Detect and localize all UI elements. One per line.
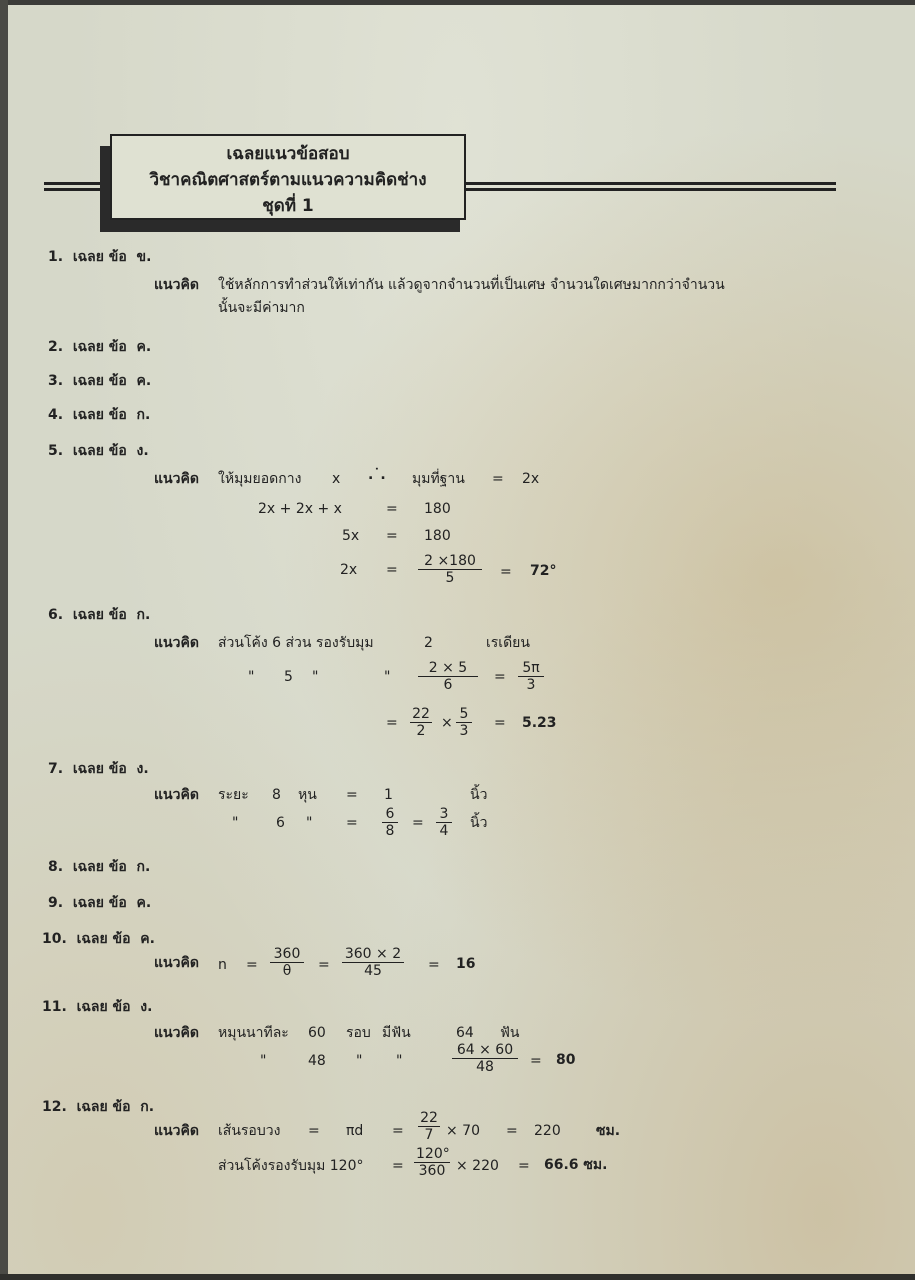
numerator: 6: [382, 806, 398, 823]
q5-base-value: 2x: [522, 471, 540, 487]
ditto-mark: ": [384, 669, 391, 685]
title-rule-right: [466, 182, 836, 185]
page-edge-bottom: [0, 1274, 915, 1280]
therefore-symbol: .˙.: [368, 467, 386, 483]
answer-row-4: [48, 406, 150, 424]
concept-label: แนวคิด: [154, 635, 199, 651]
q11-sixtyfour: 64: [456, 1025, 474, 1041]
fraction-22-over-7: [418, 1110, 440, 1143]
denominator: 3: [459, 723, 469, 739]
answer-row-5: [48, 442, 149, 460]
q5-row1-lhs: 2x + 2x + x: [258, 501, 342, 517]
denominator: 8: [385, 823, 395, 839]
q12-pi-d: πd: [346, 1123, 364, 1139]
concept-label: แนวคิด: [154, 277, 199, 293]
answer-choice: ก.: [136, 607, 151, 623]
q12-result: 66.6 ซม.: [544, 1157, 608, 1173]
answer-number: 12.: [42, 1099, 67, 1115]
title-line-2: วิชาคณิตศาสตร์ตามแนวความคิดช่าง: [149, 170, 427, 190]
fraction-120-over-360: [414, 1146, 450, 1179]
fraction-64x60-over-48: [452, 1042, 518, 1075]
ditto-mark: ": [260, 1053, 267, 1069]
answer-number: 6.: [48, 607, 64, 623]
numerator: 120°: [416, 1146, 450, 1162]
answer-number: 1.: [48, 249, 64, 265]
q11-rob: รอบ: [346, 1025, 371, 1041]
denominator: 7: [424, 1127, 434, 1143]
q11-teeth: ฟัน: [500, 1025, 520, 1041]
numerator: 2 × 5: [418, 660, 478, 677]
equals-sign: =: [412, 815, 424, 831]
answer-choice: ก.: [140, 1099, 155, 1115]
q12-times-70: × 70: [446, 1123, 480, 1139]
answer-choice: ก.: [136, 859, 151, 875]
denominator: 3: [526, 677, 536, 693]
equals-sign: =: [494, 715, 506, 731]
equals-sign: =: [346, 815, 358, 831]
answer-row-9: [48, 894, 151, 912]
q5-x: x: [332, 471, 341, 487]
title-box: [110, 134, 466, 220]
equals-sign: =: [386, 715, 398, 731]
answer-number: 3.: [48, 373, 64, 389]
denominator: 6: [443, 677, 453, 693]
answer-row-3: [48, 372, 151, 390]
q7-six: 6: [276, 815, 285, 831]
q5-row2-rhs: 180: [424, 528, 451, 544]
q7-distance: ระยะ: [218, 787, 249, 803]
answer-number: 2.: [48, 339, 64, 355]
answer-row-12: [42, 1098, 154, 1116]
numerator: 5: [456, 706, 472, 723]
denominator: 4: [439, 823, 449, 839]
equals-sign: =: [346, 787, 358, 803]
q5-row3-lhs: 2x: [340, 562, 358, 578]
equals-sign: =: [428, 957, 440, 973]
equals-sign: =: [506, 1123, 518, 1139]
q6-two: 2: [424, 635, 433, 651]
equals-sign: =: [392, 1123, 404, 1139]
answer-label: เฉลย ข้อ: [72, 373, 127, 389]
concept-label: แนวคิด: [154, 471, 199, 487]
q12-arc-text: ส่วนโค้งรองรับมุม 120°: [218, 1158, 364, 1174]
q12-value: 220: [534, 1123, 561, 1139]
page-edge-top: [0, 0, 915, 5]
answer-choice: ค.: [140, 931, 155, 947]
fraction-2x5-over-6: [418, 660, 478, 693]
numerator: 360 × 2: [342, 946, 404, 963]
answer-number: 4.: [48, 407, 64, 423]
denominator: 360: [418, 1163, 446, 1179]
equals-sign: =: [494, 669, 506, 685]
answer-number: 10.: [42, 931, 67, 947]
q11-fortyeight: 48: [308, 1053, 326, 1069]
title-rule-right-2: [466, 188, 836, 191]
ditto-mark: ": [396, 1053, 403, 1069]
denominator: θ: [282, 963, 292, 979]
fraction-720-over-45: [342, 946, 404, 979]
answer-choice: ง.: [136, 761, 149, 777]
answer-row-7: [48, 760, 149, 778]
ditto-mark: ": [356, 1053, 363, 1069]
answer-number: 11.: [42, 999, 67, 1015]
answer-label: เฉลย ข้อ: [76, 931, 131, 947]
fraction-22-over-2: [410, 706, 432, 739]
numerator: 22: [410, 706, 432, 723]
equals-sign: =: [492, 471, 504, 487]
fraction-3-over-4: [436, 806, 452, 839]
answer-number: 9.: [48, 895, 64, 911]
q5-result: 72°: [530, 563, 557, 579]
numerator: 360: [270, 946, 304, 963]
concept-label: แนวคิด: [154, 787, 199, 803]
numerator: 3: [436, 806, 452, 823]
q5-row1-rhs: 180: [424, 501, 451, 517]
numerator: 5π: [518, 660, 544, 677]
q12-times-220: × 220: [456, 1158, 499, 1174]
q6-five: 5: [284, 669, 293, 685]
fraction-6-over-8: [382, 806, 398, 839]
numerator: 64 × 60: [452, 1042, 518, 1059]
answer-row-6: [48, 606, 150, 624]
q6-result: 5.23: [522, 715, 557, 731]
answer-choice: ค.: [136, 373, 152, 389]
q5-base-angle: มุมที่ฐาน: [412, 471, 465, 487]
answer-row-8: [48, 858, 150, 876]
answer-label: เฉลย ข้อ: [72, 339, 127, 355]
q7-one: 1: [384, 787, 393, 803]
answer-choice: ค.: [136, 895, 152, 911]
q11-result: 80: [556, 1052, 576, 1068]
answer-choice: ง.: [140, 999, 153, 1015]
answer-choice: ง.: [136, 443, 149, 459]
answer-row-1: [48, 248, 151, 266]
answer-label: เฉลย ข้อ: [72, 761, 127, 777]
q7-eight: 8: [272, 787, 281, 803]
q7-hun: หุน: [298, 787, 317, 803]
answer-label: เฉลย ข้อ: [72, 607, 127, 623]
equals-sign: =: [500, 564, 512, 580]
q5-text: ให้มุมยอดกาง: [218, 471, 302, 487]
answer-label: เฉลย ข้อ: [76, 999, 131, 1015]
q1-concept-line2: นั้นจะมีค่ามาก: [218, 300, 305, 316]
answer-number: 5.: [48, 443, 64, 459]
answer-row-10: [42, 930, 155, 948]
equals-sign: =: [308, 1123, 320, 1139]
answer-label: เฉลย ข้อ: [72, 895, 127, 911]
fraction-5pi-over-3: [518, 660, 544, 693]
equals-sign: =: [386, 528, 398, 544]
concept-label: แนวคิด: [154, 1025, 199, 1041]
q10-result: 16: [456, 956, 476, 972]
equals-sign: =: [392, 1158, 404, 1174]
answer-label: เฉลย ข้อ: [76, 1099, 131, 1115]
fraction-5-over-3: [456, 706, 472, 739]
numerator: 2 ×180: [418, 553, 482, 570]
answer-label: เฉลย ข้อ: [72, 443, 127, 459]
numerator: 22: [418, 1110, 440, 1127]
page-edge-left: [0, 0, 8, 1280]
times-sign: ×: [441, 715, 453, 731]
q10-n: n: [218, 957, 227, 973]
answer-row-2: [48, 338, 151, 356]
answer-label: เฉลย ข้อ: [72, 249, 127, 265]
fraction-360-over-theta: [270, 946, 304, 979]
equals-sign: =: [518, 1158, 530, 1174]
ditto-mark: ": [232, 815, 239, 831]
denominator: 5: [445, 570, 455, 586]
denominator: 2: [416, 723, 426, 739]
answer-choice: ค.: [136, 339, 152, 355]
q6-text: ส่วนโค้ง 6 ส่วน รองรับมุม: [218, 635, 374, 651]
q12-unit: ซม.: [596, 1123, 621, 1139]
q7-inch: นิ้ว: [470, 787, 488, 803]
answer-label: เฉลย ข้อ: [72, 859, 127, 875]
fraction-2x180-over-5: [418, 553, 482, 586]
q11-sixty: 60: [308, 1025, 326, 1041]
q11-has-teeth: มีฟัน: [382, 1025, 411, 1041]
ditto-mark: ": [248, 669, 255, 685]
answer-row-11: [42, 998, 152, 1016]
equals-sign: =: [318, 957, 330, 973]
ditto-mark: ": [312, 669, 319, 685]
ditto-mark: ": [306, 815, 313, 831]
answer-choice: ก.: [136, 407, 151, 423]
answer-label: เฉลย ข้อ: [72, 407, 127, 423]
q5-row2-lhs: 5x: [342, 528, 360, 544]
title-line-1: เฉลยแนวข้อสอบ: [226, 144, 350, 164]
equals-sign: =: [386, 562, 398, 578]
equals-sign: =: [246, 957, 258, 973]
answer-number: 7.: [48, 761, 64, 777]
q1-concept-line1: ใช้หลักการทำส่วนให้เท่ากัน แล้วดูจากจำนวนที่เป็นเศษ จำนวนใดเศษมากกว่าจำนวน: [218, 277, 725, 293]
answer-choice: ข.: [136, 249, 152, 265]
title-line-3: ชุดที่ 1: [262, 196, 314, 216]
denominator: 45: [364, 963, 382, 979]
denominator: 48: [476, 1059, 494, 1075]
equals-sign: =: [386, 501, 398, 517]
concept-label: แนวคิด: [154, 1123, 199, 1139]
answer-number: 8.: [48, 859, 64, 875]
concept-label: แนวคิด: [154, 955, 199, 971]
q7-inch: นิ้ว: [470, 815, 488, 831]
q12-circumference: เส้นรอบวง: [218, 1123, 281, 1139]
q6-radian: เรเดียน: [486, 635, 530, 651]
equals-sign: =: [530, 1053, 542, 1069]
q11-rate: หมุนนาทีละ: [218, 1025, 289, 1041]
